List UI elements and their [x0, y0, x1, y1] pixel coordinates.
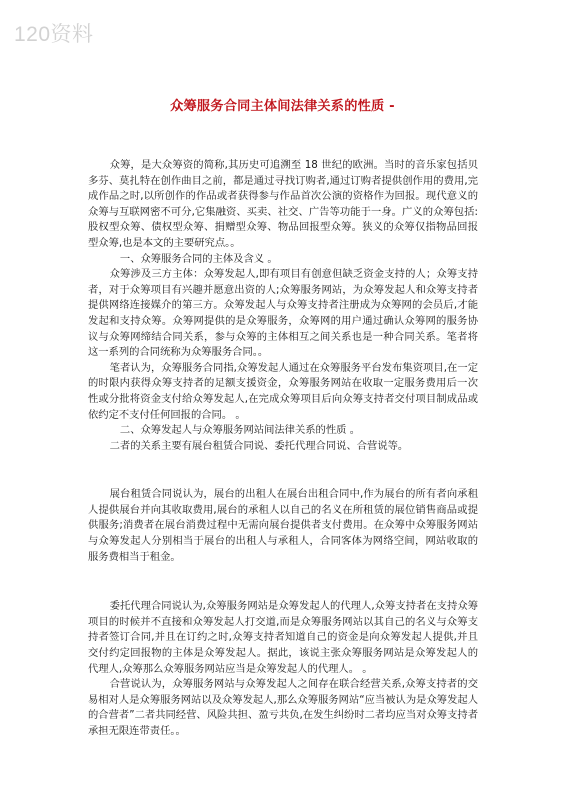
document-title: 众筹服务合同主体间法律关系的性质 -	[170, 99, 395, 114]
section-heading-1: 一、众筹服务合同的主体及含义 。	[119, 252, 278, 265]
paragraph-theories: 二者的关系主要有展台租赁合同说、委托代理合同说、合营说等。	[109, 439, 409, 452]
paragraph-agency: 委托代理合同说认为,众筹服务网站是众筹发起人的代理人,众筹支持者在支持众筹项目的时候并不直接和众筹发起人打交道,而是众筹服务网站以其自己的名义与众筹支持者签订合同,并且在订约之时,众筹支持者知道自己的资金是向众筹发起人提供,并且交付约定回报物的主体是众筹发起人。据此，该说主张众筹服务网站是众筹发起人的代理人,众筹那么众筹服务网站应当是众筹发起人的代理人。 。	[88, 600, 478, 675]
paragraph-definition: 笔者认为，众筹服务合同指,众筹发起人通过在众筹服务平台发布集资项目,在一定的时限内获得众筹支持者的足额支援资金，众筹服务网站在收取一定服务费用后一次性或分批将资金支付给众筹发起人,在完成众筹项目后向众筹支持者交付项目制成品或依约定不支付任何回报的合同。 。	[88, 361, 478, 421]
paragraph-subjects: 众筹涉及三方主体：众筹发起人,即有项目有创意但缺乏资金支持的人；众筹支持者，对于众筹项目有兴趣并愿意出资的人;众筹服务网站，为众筹发起人和众筹支持者提供网络连接媒介的第三方。众筹发起人与众筹支持者注册成为众筹网的会员后,才能发起和支持众筹。众筹网提供的是众筹服务，众筹网的用户通过确认众筹网的服务协议与众筹网缔结合同关系，参与众筹的主体相互之间关系也是一种合同关系。笔者将这一系列的合同统称为众筹服务合同。。	[88, 268, 478, 359]
paragraph-intro: 众筹，是大众筹资的简称,其历史可追溯至 18 世纪的欧洲。当时的音乐家包括贝多芬、莫扎特在创作曲目之前，都是通过寻找订购者,通过订购者提供创作用的费用,完成作品之时,以所创作的作品或者获得参与作品首次公演的资格作为回报。现代意义的众筹与互联网密不可分,它集融资、买卖、社交、广告等功能于一身。广义的众筹包括:股权型众筹、债权型众筹、捐赠型众筹、物品回报型众筹。狭义的众筹仅指物品回报型众筹,也是本文的主要研究点。。	[88, 159, 478, 249]
paragraph-joint-venture: 合营说认为，众筹服务网站与众筹发起人之间存在联合经营关系,众筹支持者的交易相对人是众筹服务网站以及众筹发起人,那么众筹服务网站“应当被认为是众筹发起人的合营者”二者共同经营、风险共担、盈亏共负,在发生纠纷时二者均应当对众筹支持者承担无限连带责任。。	[88, 678, 478, 737]
section-heading-2: 二、众筹发起人与众筹服务网站间法律关系的性质 。	[119, 424, 361, 437]
paragraph-booth-lease: 展台租赁合同说认为，展台的出租人在展台出租合同中,作为展台的所有者向承租人提供展台并向其收取费用,展台的承租人以自己的名义在所租赁的展位销售商品或提供服务;消费者在展台消费过程中无需向展台提供者支付费用。在众筹中众筹服务网站与众筹发起人分别相当于展台的出租人与承租人，合同客体为网络空间，网站收取的服务费相当于租金。	[88, 488, 478, 563]
watermark-logo: 120资料	[14, 23, 94, 46]
document-body	[88, 158, 478, 740]
